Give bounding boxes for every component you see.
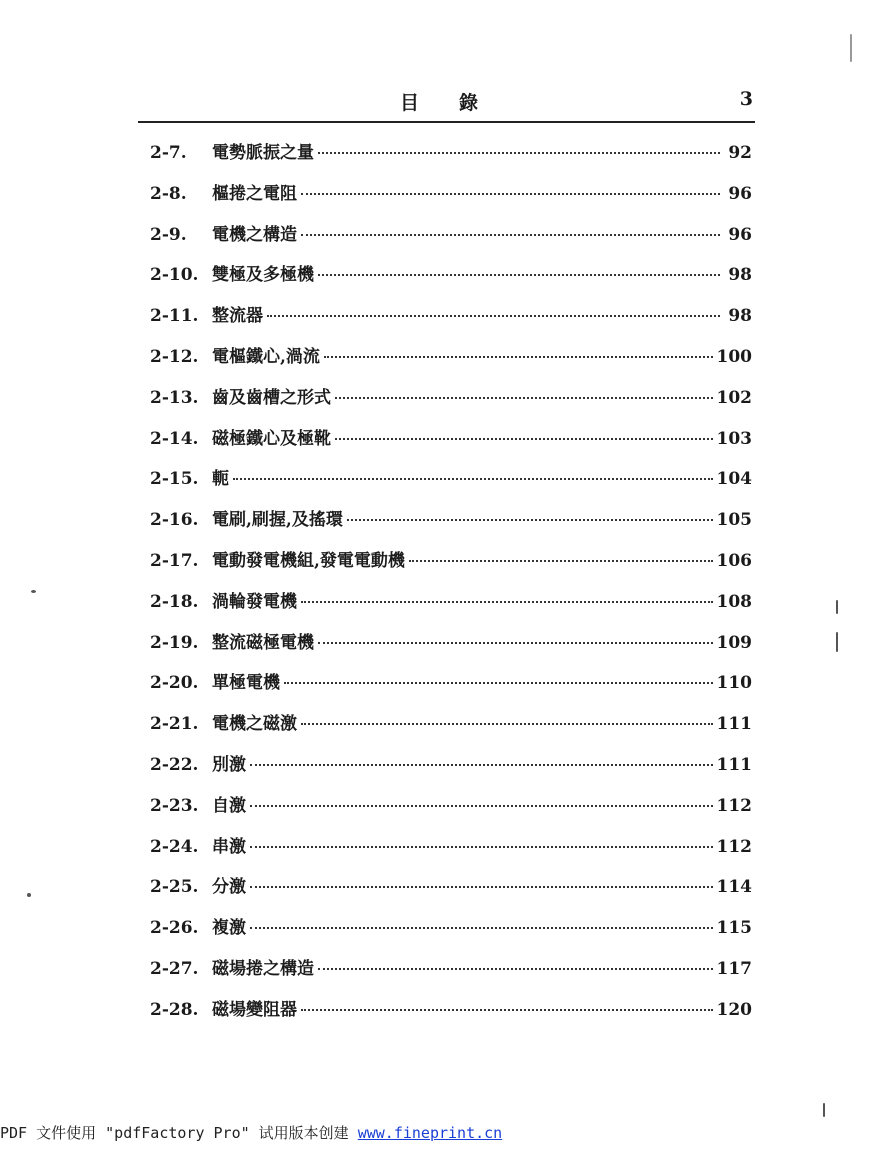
toc-entry bbox=[150, 220, 752, 261]
toc-entry-number: 2-19. bbox=[150, 632, 199, 653]
toc-entry bbox=[150, 260, 752, 301]
toc-leader-dots bbox=[335, 438, 713, 440]
page-header bbox=[138, 84, 753, 118]
toc-entry-title: 齒及齒槽之形式 bbox=[212, 387, 331, 408]
toc-entry-number: 2-26. bbox=[150, 918, 199, 939]
toc-entry bbox=[150, 668, 752, 709]
header-rule bbox=[138, 121, 755, 123]
toc-entry-page: 105 bbox=[716, 510, 752, 531]
toc-entry-title: 別激 bbox=[212, 754, 246, 775]
toc-leader-dots bbox=[318, 152, 720, 154]
toc-entry bbox=[150, 709, 752, 750]
toc-entry-page: 117 bbox=[716, 958, 752, 979]
toc-entry bbox=[150, 342, 752, 383]
toc-entry bbox=[150, 750, 752, 791]
pdf-footer bbox=[0, 1122, 502, 1143]
toc-entry-number: 2-28. bbox=[150, 999, 199, 1020]
toc-entry-title: 整流器 bbox=[212, 306, 263, 327]
toc-entry-number: 2-12. bbox=[150, 346, 199, 367]
toc-entry-number: 2-23. bbox=[150, 795, 199, 816]
toc-entry-number: 2-25. bbox=[150, 877, 199, 898]
toc-entry-title: 電機之磁激 bbox=[212, 714, 297, 735]
toc-entry bbox=[150, 832, 752, 873]
toc-entry-page: 109 bbox=[716, 632, 752, 653]
scan-speck bbox=[27, 893, 31, 897]
toc-entry-title: 電勢脈振之量 bbox=[212, 143, 314, 163]
toc-entry bbox=[150, 424, 752, 465]
toc-entry-number: 2-18. bbox=[150, 591, 199, 612]
toc-leader-dots bbox=[301, 234, 720, 236]
page-title: 目錄 bbox=[400, 92, 519, 114]
toc-entry-title: 電機之構造 bbox=[212, 224, 297, 245]
toc-leader-dots bbox=[318, 968, 713, 970]
toc-entry-number: 2-14. bbox=[150, 428, 199, 449]
toc-entry-number: 2-15. bbox=[150, 469, 199, 490]
toc-entry-number: 2-10. bbox=[150, 265, 199, 286]
toc-leader-dots bbox=[301, 1009, 713, 1011]
scan-speck bbox=[836, 632, 838, 652]
toc-entry bbox=[150, 383, 752, 424]
toc-leader-dots bbox=[318, 274, 720, 276]
toc-entry-title: 渦輪發電機 bbox=[212, 591, 297, 612]
toc-entry-page: 112 bbox=[716, 836, 752, 857]
toc-entry-title: 電樞鐵心,渦流 bbox=[212, 346, 320, 367]
toc-entry-page: 111 bbox=[716, 754, 752, 775]
scan-speck bbox=[31, 590, 36, 593]
toc-leader-dots bbox=[318, 642, 713, 644]
toc-entry-page: 98 bbox=[728, 306, 752, 327]
toc-entry-number: 2-27. bbox=[150, 958, 199, 979]
scan-speck bbox=[836, 600, 838, 614]
toc-entry-page: 103 bbox=[716, 428, 752, 449]
toc-entry-page: 114 bbox=[716, 877, 752, 898]
toc-entry bbox=[150, 791, 752, 832]
toc-entry-number: 2-16. bbox=[150, 510, 199, 531]
toc-entry-page: 96 bbox=[728, 183, 752, 204]
toc-entry-title: 串激 bbox=[212, 836, 246, 857]
toc-leader-dots bbox=[250, 764, 713, 766]
toc-entry bbox=[150, 505, 752, 546]
toc-entry-page: 102 bbox=[716, 387, 752, 408]
toc-leader-dots bbox=[250, 886, 713, 888]
toc-entry-title: 磁極鐵心及極靴 bbox=[212, 428, 331, 449]
toc-entry bbox=[150, 995, 752, 1036]
toc-leader-dots bbox=[324, 356, 713, 358]
toc-leader-dots bbox=[301, 723, 713, 725]
toc-entry-number: 2-20. bbox=[150, 673, 199, 694]
toc-entry-number: 2-7. bbox=[150, 143, 187, 163]
toc-entry bbox=[150, 913, 752, 954]
toc-entry-title: 單極電機 bbox=[212, 673, 280, 694]
toc-entry-number: 2-9. bbox=[150, 224, 187, 245]
toc-leader-dots bbox=[335, 397, 713, 399]
toc-entry-number: 2-8. bbox=[150, 183, 187, 204]
toc-entry bbox=[150, 954, 752, 995]
toc-entry bbox=[150, 587, 752, 628]
scan-speck bbox=[850, 34, 852, 62]
toc-entry-title: 雙極及多極機 bbox=[212, 265, 314, 286]
toc-entry bbox=[150, 301, 752, 342]
toc-entry-title: 整流磁極電機 bbox=[212, 632, 314, 653]
toc-leader-dots bbox=[267, 315, 720, 317]
toc-entry-page: 104 bbox=[716, 469, 752, 490]
toc-entry-number: 2-22. bbox=[150, 754, 199, 775]
toc-entry-page: 106 bbox=[716, 550, 752, 571]
toc-leader-dots bbox=[284, 682, 713, 684]
toc-entry-number: 2-21. bbox=[150, 714, 199, 735]
toc-leader-dots bbox=[250, 846, 713, 848]
toc-leader-dots bbox=[409, 560, 713, 562]
toc-entry-page: 120 bbox=[716, 999, 752, 1020]
toc-entry bbox=[150, 179, 752, 220]
scan-speck bbox=[823, 1103, 825, 1117]
toc-entry-page: 111 bbox=[716, 714, 752, 735]
toc-entry-page: 100 bbox=[716, 346, 752, 367]
toc-leader-dots bbox=[250, 927, 713, 929]
toc-entry-page: 98 bbox=[728, 265, 752, 286]
toc-entry-page: 108 bbox=[716, 591, 752, 612]
toc-entry-number: 2-11. bbox=[150, 306, 199, 327]
toc-entry-title: 複激 bbox=[212, 918, 246, 939]
toc-entry-number: 2-17. bbox=[150, 550, 199, 571]
toc-entry-title: 電刷,刷握,及搖環 bbox=[212, 510, 343, 531]
toc-entry bbox=[150, 628, 752, 669]
toc-entry bbox=[150, 464, 752, 505]
toc-entry-title: 磁場變阻器 bbox=[212, 999, 297, 1020]
footer-link[interactable]: www.fineprint.cn bbox=[357, 1124, 503, 1142]
footer-text: PDF 文件使用 "pdfFactory Pro" 试用版本创建 bbox=[0, 1124, 358, 1142]
toc-entry-number: 2-24. bbox=[150, 836, 199, 857]
toc-entry-title: 磁場捲之構造 bbox=[212, 958, 314, 979]
toc-entry-page: 115 bbox=[716, 918, 752, 939]
table-of-contents bbox=[150, 138, 752, 1036]
toc-leader-dots bbox=[301, 193, 720, 195]
toc-entry-title: 分激 bbox=[212, 877, 246, 898]
toc-entry-title: 電動發電機組,發電電動機 bbox=[212, 550, 405, 571]
toc-entry-page: 112 bbox=[716, 795, 752, 816]
toc-leader-dots bbox=[250, 805, 713, 807]
toc-leader-dots bbox=[233, 478, 713, 480]
toc-leader-dots bbox=[301, 601, 713, 603]
toc-entry-number: 2-13. bbox=[150, 387, 199, 408]
toc-leader-dots bbox=[347, 519, 713, 521]
toc-entry-title: 自激 bbox=[212, 795, 246, 816]
toc-entry bbox=[150, 138, 752, 179]
page-number: 3 bbox=[739, 88, 753, 110]
toc-entry bbox=[150, 872, 752, 913]
toc-entry bbox=[150, 546, 752, 587]
toc-entry-page: 110 bbox=[716, 673, 752, 694]
toc-entry-page: 96 bbox=[728, 224, 752, 245]
toc-entry-title: 軛 bbox=[212, 469, 229, 490]
toc-entry-page: 92 bbox=[728, 143, 752, 163]
toc-entry-title: 樞捲之電阻 bbox=[212, 183, 297, 204]
